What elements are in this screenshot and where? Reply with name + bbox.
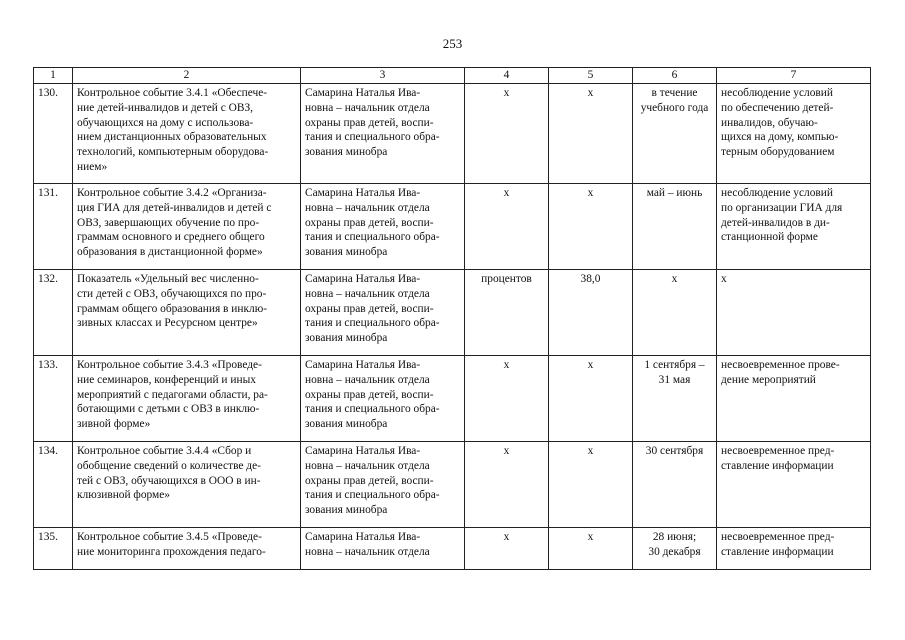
table-row — [34, 84, 871, 184]
plan-table — [33, 67, 871, 570]
unit-cell — [465, 528, 549, 570]
cell-text-line: х — [503, 187, 510, 199]
unit-cell — [465, 184, 549, 270]
cell-text-line: зивной форме» — [77, 418, 151, 431]
cell-text-line: Контрольное событие 3.4.1 «Обеспече- — [77, 87, 268, 99]
cell-text-line: тания и специального обра- — [305, 489, 440, 502]
event-cell — [73, 356, 301, 442]
cell-text-line: зования минобра — [305, 504, 388, 517]
cell-text-line: тания и специального обра- — [305, 131, 440, 144]
cell-text-line: сти детей с ОВЗ, обучающихся по про- — [77, 287, 267, 300]
deadline-cell — [633, 84, 717, 184]
cell-text-line: ние семинаров, конференций и иных — [77, 373, 256, 386]
cell-text-line: х — [721, 273, 727, 285]
cell-text-line: в течение — [651, 87, 698, 99]
responsible-cell — [301, 270, 465, 356]
cell-text-line: х — [503, 531, 510, 543]
event-cell — [73, 528, 301, 570]
row-number-cell: 130. — [34, 84, 73, 184]
cell-text-line: клюзивной форме» — [77, 489, 170, 502]
cell-text-line: новна – начальник отдела — [305, 545, 430, 558]
cell-text-line: зования минобра — [305, 418, 388, 431]
cell-text-line: граммам основного и среднего общего — [77, 231, 265, 244]
table-row — [34, 270, 871, 356]
unit-cell — [465, 270, 549, 356]
value-cell — [549, 184, 633, 270]
table-row — [34, 184, 871, 270]
cell-text-line: несвоевременное пред- — [721, 531, 835, 543]
value-cell — [549, 442, 633, 528]
cell-text-line: 38,0 — [580, 273, 601, 285]
table-body — [34, 84, 871, 570]
cell-text-line: 30 сентября — [645, 445, 704, 457]
cell-text-line: щихся на дому, компью- — [721, 131, 839, 144]
cell-text-line: х — [671, 273, 678, 285]
value-cell — [549, 356, 633, 442]
responsible-cell — [301, 528, 465, 570]
cell-text-line: по организации ГИА для — [721, 201, 843, 214]
responsible-cell — [301, 442, 465, 528]
cell-text-line: ставление информации — [721, 459, 834, 472]
column-header: 5 — [549, 68, 633, 84]
cell-text-line: х — [503, 87, 510, 99]
cell-text-line: тей с ОВЗ, обучающихся в ООО в ин- — [77, 474, 261, 487]
cell-text-line: учебного года — [640, 101, 709, 114]
cell-text-line: ция ГИА для детей-инвалидов и детей с — [77, 201, 272, 214]
cell-text-line: х — [503, 359, 510, 371]
column-header: 4 — [465, 68, 549, 84]
cell-text-line: по обеспечению детей- — [721, 101, 834, 114]
responsible-cell — [301, 356, 465, 442]
cell-text-line: х — [587, 359, 594, 371]
cell-text-line: 31 мая — [658, 373, 691, 386]
column-header: 2 — [73, 68, 301, 84]
cell-text-line: нием» — [77, 160, 108, 173]
cell-text-line: новна – начальник отдела — [305, 287, 430, 300]
unit-cell — [465, 356, 549, 442]
cell-text-line: нием дистанционных образовательных — [77, 131, 267, 144]
deadline-cell — [633, 184, 717, 270]
cell-text-line: охраны прав детей, воспи- — [305, 388, 434, 401]
risk-cell — [717, 270, 871, 356]
event-cell — [73, 442, 301, 528]
table-row — [34, 528, 871, 570]
cell-text-line: ние детей-инвалидов и детей с ОВЗ, — [77, 101, 253, 114]
cell-text-line: новна – начальник отдела — [305, 201, 430, 214]
cell-text-line: несоблюдение условий — [721, 87, 833, 99]
event-cell — [73, 270, 301, 356]
cell-text-line: станционной форме — [721, 231, 818, 244]
cell-text-line: охраны прав детей, воспи- — [305, 216, 434, 229]
cell-text-line: охраны прав детей, воспи- — [305, 474, 434, 487]
cell-text-line: новна – начальник отдела — [305, 373, 430, 386]
cell-text-line: зования минобра — [305, 246, 388, 259]
cell-text-line: новна – начальник отдела — [305, 459, 430, 472]
cell-text-line: несоблюдение условий — [721, 187, 833, 199]
cell-text-line: зивных классах и Ресурсном центре» — [77, 317, 258, 330]
cell-text-line: тания и специального обра- — [305, 231, 440, 244]
risk-cell — [717, 356, 871, 442]
row-number-cell: 131. — [34, 184, 73, 270]
cell-text-line: тания и специального обра- — [305, 317, 440, 330]
cell-text-line: Самарина Наталья Ива- — [305, 187, 421, 199]
deadline-cell — [633, 442, 717, 528]
cell-text-line: ботающими с детьми с ОВЗ в инклю- — [77, 403, 260, 416]
cell-text-line: Контрольное событие 3.4.5 «Проведе- — [77, 531, 262, 543]
unit-cell — [465, 84, 549, 184]
cell-text-line: терным оборудованием — [721, 146, 835, 159]
table-row — [34, 356, 871, 442]
responsible-cell — [301, 184, 465, 270]
cell-text-line: Самарина Наталья Ива- — [305, 359, 421, 371]
cell-text-line: новна – начальник отдела — [305, 101, 430, 114]
cell-text-line: граммам общего образования в инклю- — [77, 302, 267, 315]
cell-text-line: инвалидов, обучаю- — [721, 116, 818, 129]
column-header: 7 — [717, 68, 871, 84]
cell-text-line: х — [503, 445, 510, 457]
cell-text-line: х — [587, 531, 594, 543]
column-header: 3 — [301, 68, 465, 84]
risk-cell — [717, 528, 871, 570]
row-number-cell: 135. — [34, 528, 73, 570]
cell-text-line: дение мероприятий — [721, 373, 816, 386]
cell-text-line: 28 июня; — [652, 531, 697, 543]
cell-text-line: охраны прав детей, воспи- — [305, 302, 434, 315]
cell-text-line: несвоевременное пред- — [721, 445, 835, 457]
cell-text-line: процентов — [481, 273, 532, 285]
column-header: 6 — [633, 68, 717, 84]
cell-text-line: зования минобра — [305, 146, 388, 159]
cell-text-line: ОВЗ, завершающих обучение по про- — [77, 216, 260, 229]
table-row — [34, 442, 871, 528]
cell-text-line: детей-инвалидов в ди- — [721, 216, 830, 229]
row-number-cell: 134. — [34, 442, 73, 528]
cell-text-line: Контрольное событие 3.4.2 «Организа- — [77, 187, 267, 199]
cell-text-line: х — [587, 445, 594, 457]
cell-text-line: зования минобра — [305, 332, 388, 345]
risk-cell — [717, 84, 871, 184]
cell-text-line: мероприятий с педагогами области, ра- — [77, 388, 268, 401]
cell-text-line: обобщение сведений о количестве де- — [77, 459, 261, 472]
value-cell — [549, 270, 633, 356]
deadline-cell — [633, 356, 717, 442]
cell-text-line: несвоевременное прове- — [721, 359, 840, 371]
cell-text-line: 1 сентября – — [644, 359, 705, 371]
cell-text-line: Самарина Наталья Ива- — [305, 445, 421, 457]
cell-text-line: ставление информации — [721, 545, 834, 558]
cell-text-line: Самарина Наталья Ива- — [305, 531, 421, 543]
cell-text-line: Контрольное событие 3.4.3 «Проведе- — [77, 359, 262, 371]
deadline-cell — [633, 270, 717, 356]
cell-text-line: Показатель «Удельный вес численно- — [77, 273, 259, 285]
cell-text-line: х — [587, 187, 594, 199]
cell-text-line: ние мониторинга прохождения педаго- — [77, 545, 266, 558]
risk-cell — [717, 442, 871, 528]
unit-cell — [465, 442, 549, 528]
event-cell — [73, 184, 301, 270]
cell-text-line: образования в дистанционной форме» — [77, 246, 263, 259]
value-cell — [549, 528, 633, 570]
event-cell — [73, 84, 301, 184]
row-number-cell: 133. — [34, 356, 73, 442]
responsible-cell — [301, 84, 465, 184]
cell-text-line: тания и специального обра- — [305, 403, 440, 416]
deadline-cell — [633, 528, 717, 570]
cell-text-line: х — [587, 87, 594, 99]
cell-text-line: 30 декабря — [648, 545, 701, 558]
table-header-row — [34, 68, 871, 84]
cell-text-line: технологий, компьютерным оборудова- — [77, 146, 269, 159]
column-header: 1 — [34, 68, 73, 84]
cell-text-line: май – июнь — [646, 187, 703, 199]
value-cell — [549, 84, 633, 184]
cell-text-line: Самарина Наталья Ива- — [305, 87, 421, 99]
risk-cell — [717, 184, 871, 270]
cell-text-line: обучающихся на дому с использова- — [77, 116, 254, 129]
cell-text-line: Самарина Наталья Ива- — [305, 273, 421, 285]
cell-text-line: Контрольное событие 3.4.4 «Сбор и — [77, 445, 252, 457]
page-number: 253 — [442, 36, 463, 51]
row-number-cell: 132. — [34, 270, 73, 356]
cell-text-line: охраны прав детей, воспи- — [305, 116, 434, 129]
